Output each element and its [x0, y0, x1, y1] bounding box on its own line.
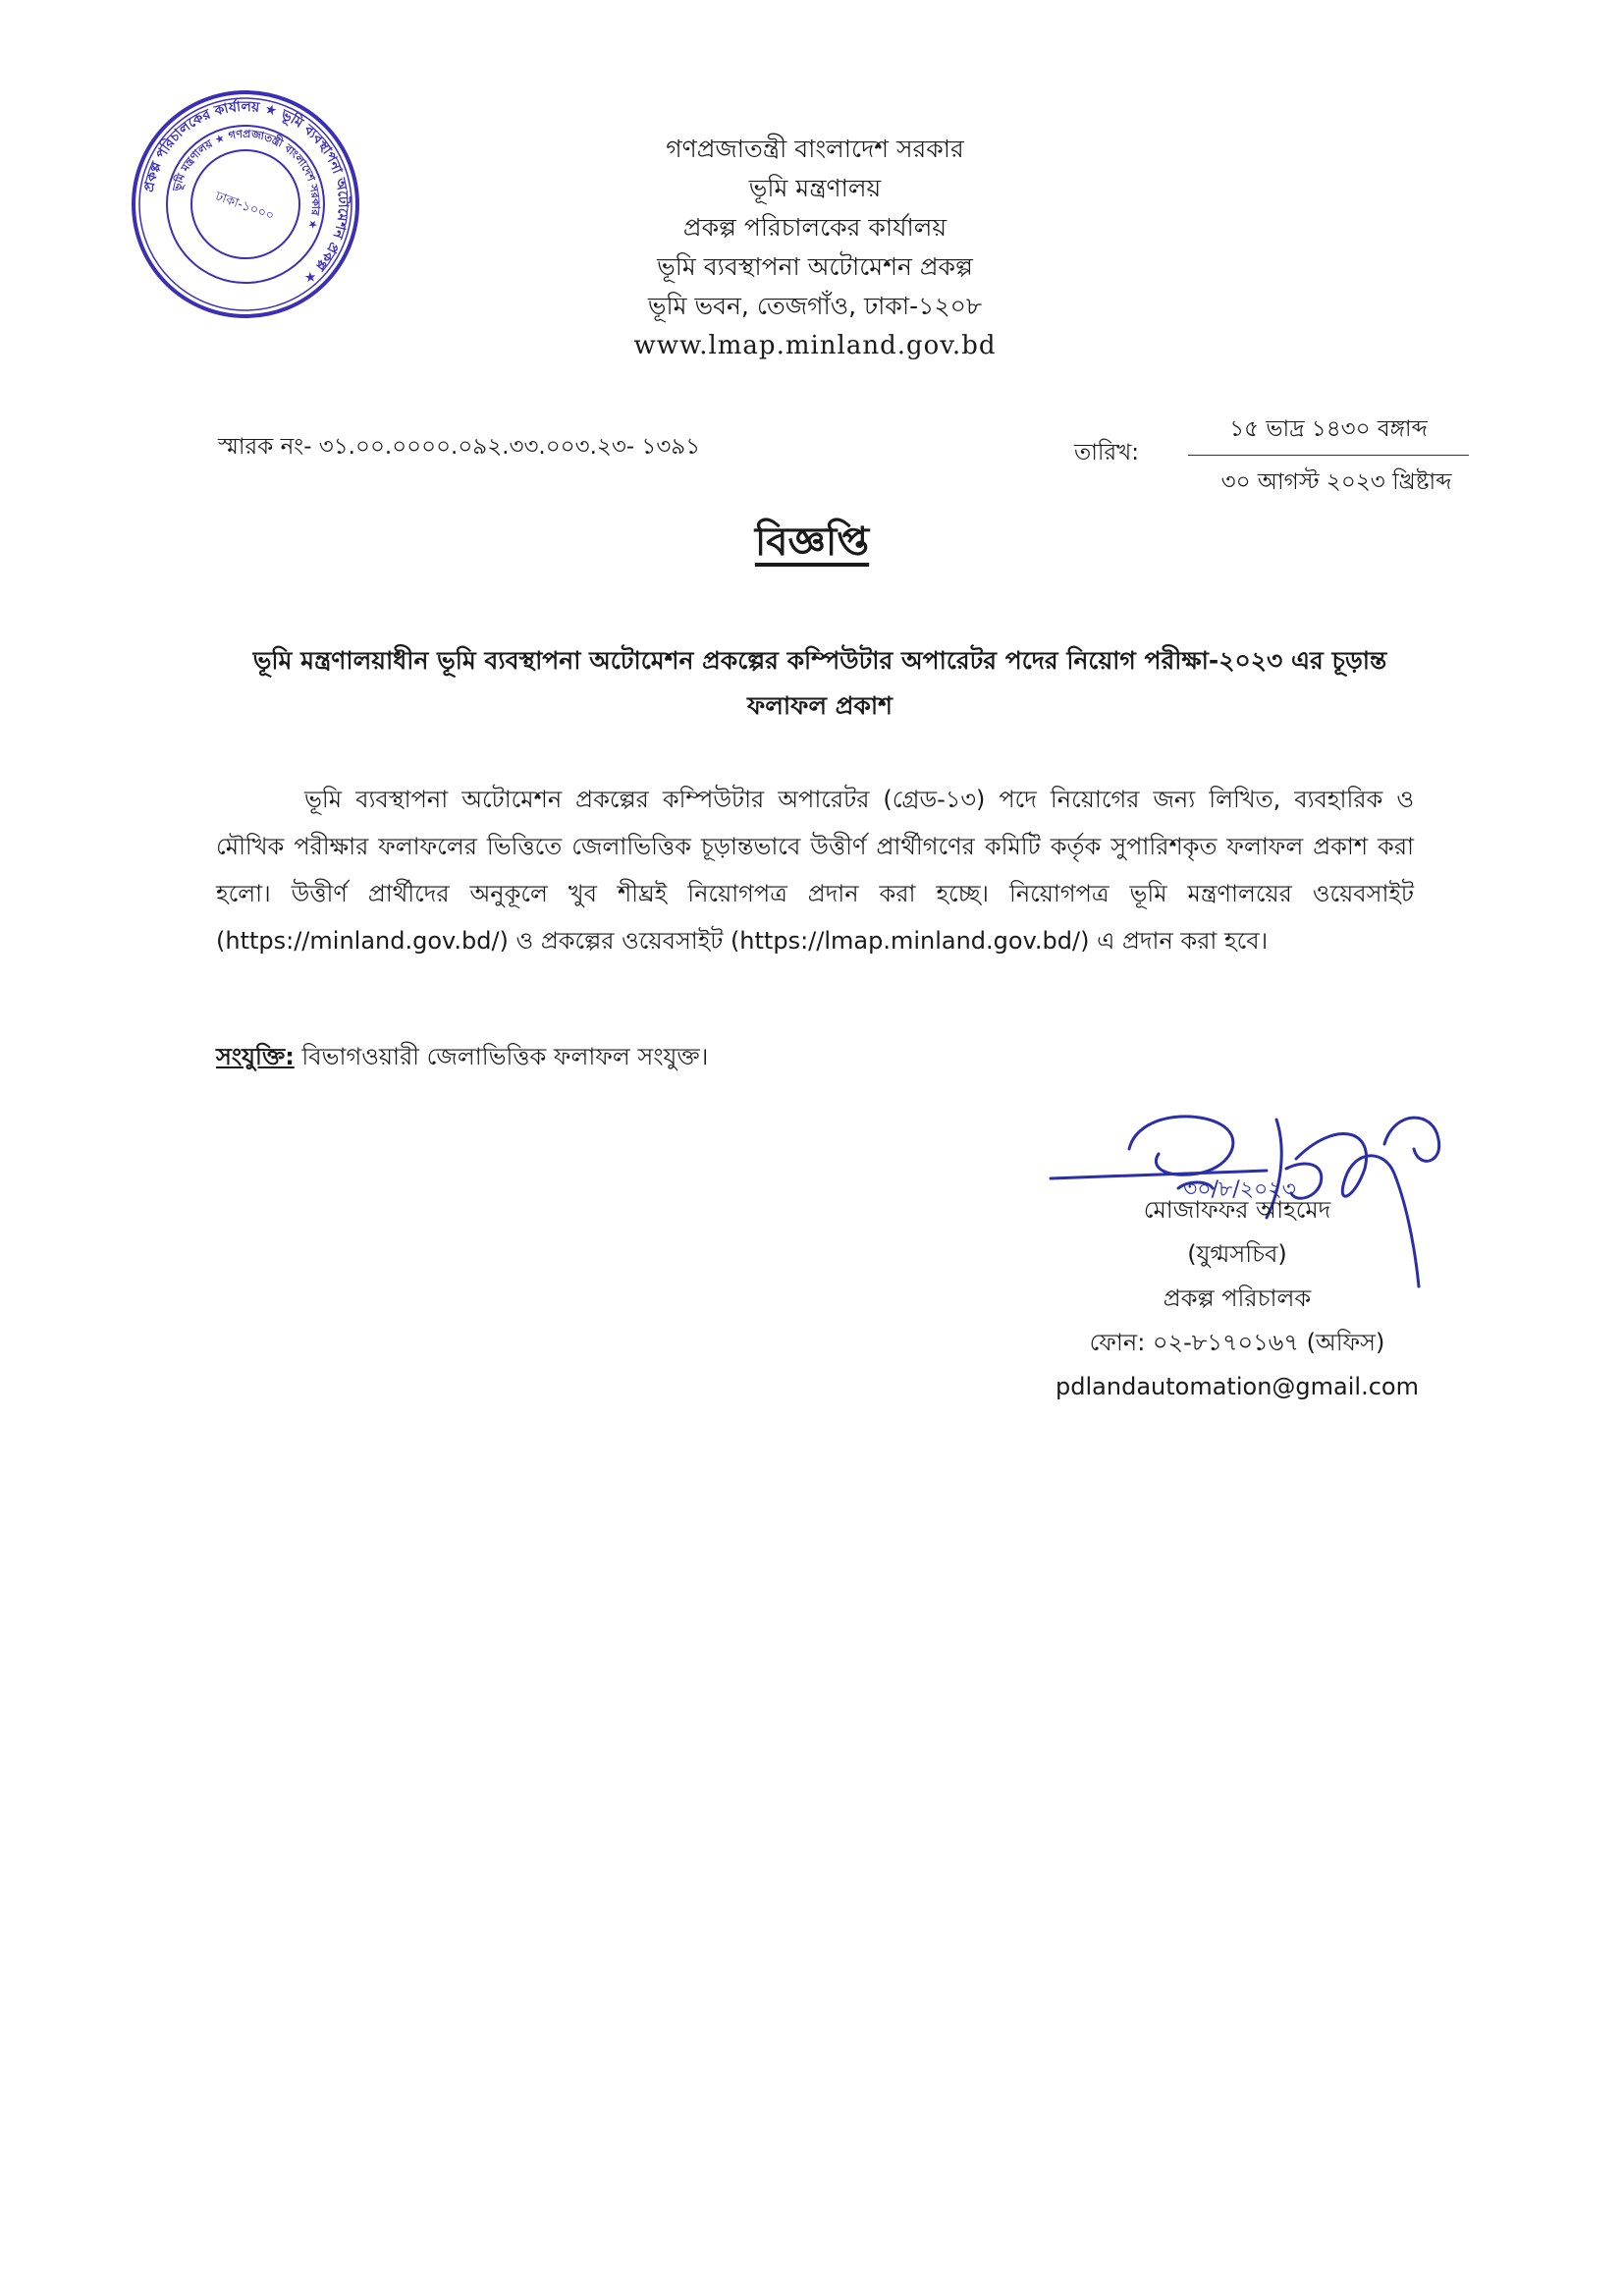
letterhead-government: গণপ্রজাতন্ত্রী বাংলাদেশ সরকার — [666, 135, 964, 163]
signatory-phone: ফোন: ০২-৮১৭০১৬৭ (অফিস) — [1089, 1329, 1385, 1356]
svg-text:প্রকল্প পরিচালকের কার্যালয় ★: প্রকল্প পরিচালকের কার্যালয় ★ ভূমি ব্যবস্থাপনা অটোমেশন প্রকল্প ★ — [140, 98, 352, 288]
letterhead-project: ভূমি ব্যবস্থাপনা অটোমেশন প্রকল্প — [657, 252, 973, 281]
letterhead-address: ভূমি ভবন, তেজগাঁও, ঢাকা-১২০৮ — [647, 292, 983, 320]
attachment-line — [216, 1039, 708, 1078]
notice-subject: ভূমি মন্ত্রণালয়াধীন ভূমি ব্যবস্থাপনা অটোমেশন প্রকল্পের কম্পিউটার অপারেটর পদের নিয়োগ পরীক্ষা-২০২৩ এর চূড়ান্ত ফলাফল প্রকাশ — [252, 646, 1387, 720]
memo-reference: স্মারক নং- ৩১.০০.০০০০.০৯২.৩৩.০০৩.২৩- ১৩৯১ — [218, 434, 701, 460]
letterhead — [589, 130, 1041, 365]
signatory-designation: প্রকল্প পরিচালক — [1163, 1285, 1312, 1312]
notice-heading — [0, 511, 1624, 576]
date-gregorian: ৩০ আগস্ট ২০২৩ খ্রিষ্টাব্দ — [1220, 469, 1452, 495]
date-bangla: ১৫ ভাদ্র ১৪৩০ বঙ্গাব্দ — [1188, 410, 1469, 456]
attachment-text: বিভাগওয়ারী জেলাভিত্তিক ফলাফল সংযুক্ত। — [294, 1043, 709, 1070]
attachment-label: সংযুক্তি: — [216, 1043, 295, 1070]
letterhead-ministry: ভূমি মন্ত্রণালয় — [748, 174, 882, 202]
date-block — [1174, 410, 1469, 502]
signatory-rank: (যুগ্মসচিব) — [1187, 1240, 1287, 1268]
official-seal-stamp — [128, 86, 363, 322]
svg-text:ভূমি মন্ত্রণালয় ★ গণপ্রজাতন্ত: ভূমি মন্ত্রণালয় ★ গণপ্রজাতন্ত্রী বাংলাদেশ সরকার ★ — [170, 127, 323, 232]
handwritten-date: ৩০/৮/২০২৩ — [1183, 1177, 1296, 1202]
date-label: তারিখ: — [1074, 440, 1140, 465]
notice-title: বিজ্ঞপ্তি — [754, 519, 870, 565]
signatory-name: মোজাফফর আহমেদ — [1143, 1196, 1331, 1224]
signatory-email[interactable]: pdlandautomation@gmail.com — [1056, 1373, 1419, 1400]
notice-body: ভূমি ব্যবস্থাপনা অটোমেশন প্রকল্পের কম্পিউটার অপারেটর (গ্রেড-১৩) পদে নিয়োগের জন্য লিখিত, ব্যবহারিক ও মৌখিক পরীক্ষার ফলাফলের ভিত্তিতে জেলাভিত্তিক চূড়ান্তভাবে উত্তীর্ণ প্রার্থীগণের কমিটি কর্তৃক সুপারিশকৃত ফলাফল প্রকাশ করা হলো। উত্তীর্ণ প্রার্থীদের অনুকূলে খুব শীঘ্রই নিয়োগপত্র প্রদান করা হচ্ছে। নিয়োগপত্র ভূমি মন্ত্রণালয়ের ওয়েবসাইট (https://minland.gov.bd/) ও প্রকল্পের ওয়েবসাইট (https://lmap.minland.gov.bd/) এ প্রদান করা হবে। — [216, 786, 1414, 955]
signature-block — [1021, 1188, 1453, 1409]
svg-text:ঢাকা-১০০০: ঢাকা-১০০০ — [213, 189, 277, 225]
letterhead-office: প্রকল্প পরিচালকের কার্যালয় — [682, 213, 947, 242]
letterhead-website[interactable]: www.lmap.minland.gov.bd — [633, 331, 997, 360]
